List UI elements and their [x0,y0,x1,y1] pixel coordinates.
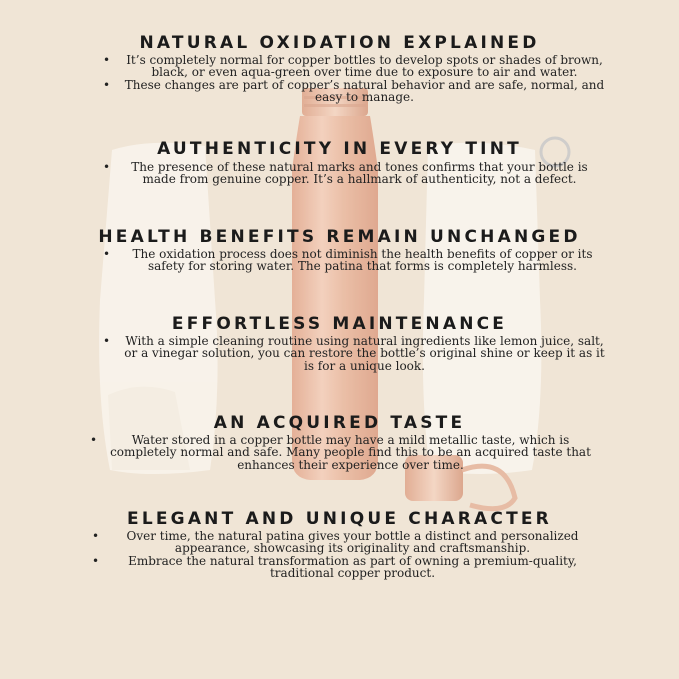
list-item [0,54,679,79]
bullet-icon: • [92,553,100,568]
list-item [0,555,679,580]
section-maintenance [0,315,679,372]
bullet-list [0,434,679,471]
section-authenticity [0,140,679,186]
bullet-icon: • [90,433,98,447]
bullet-text: The oxidation process does not diminish the health benefits of copper or its safety for storing water. The patina that forms is completely harmless. [132,247,593,274]
bullet-list [0,161,679,186]
list-item [0,530,679,555]
bullet-icon: • [103,160,111,174]
section-health-benefits [0,228,679,273]
bullet-icon: • [103,247,111,261]
section-heading: AN ACQUIRED TASTE [213,413,466,433]
bullet-list [0,54,679,104]
bullet-text: Embrace the natural transformation as part of owning a premium-quality, traditional copper product. [128,553,577,581]
list-item [0,434,679,471]
bullet-text: Over time, the natural patina gives your bottle a distinct and personalized appearance, showcasing its originality and craftsmanship. [126,529,579,556]
list-item [0,161,679,186]
section-heading: ELEGANT AND UNIQUE CHARACTER [127,509,552,529]
bullet-text: The presence of these natural marks and tones confirms that your bottle is made from genuine copper. It’s a hallmark of authenticity, not a defect. [131,160,588,187]
bullet-icon: • [103,334,111,348]
list-item [0,79,679,104]
section-natural-oxidation [0,34,679,104]
bullet-text: Water stored in a copper bottle may have a mild metallic taste, which is completely normal and safe. Many people find this to be an acquired taste that enhances their experience over time. [110,433,591,472]
section-heading: EFFORTLESS MAINTENANCE [171,314,508,334]
bullet-text: These changes are part of copper’s natural behavior and are safe, normal, and easy to manage. [124,77,605,105]
section-elegant-character [0,510,679,580]
bullet-icon: • [92,529,100,543]
list-item [0,335,679,372]
section-heading: AUTHENTICITY IN EVERY TINT [157,139,522,159]
bullet-list [0,248,679,273]
section-heading: NATURAL OXIDATION EXPLAINED [139,33,540,53]
section-acquired-taste [0,414,679,471]
bullet-icon: • [103,77,111,92]
section-heading: HEALTH BENEFITS REMAIN UNCHANGED [98,227,581,247]
bullet-list [0,530,679,580]
bullet-text: It’s completely normal for copper bottles to develop spots or shades of brown, black, or even aqua-green over time due to exposure to air and water. [126,53,603,80]
bullet-text: With a simple cleaning routine using natural ingredients like lemon juice, salt, or a vinegar solution, you can restore the bottle’s original shine or keep it as it is for a unique look. [124,334,605,373]
bullet-list [0,335,679,372]
list-item [0,248,679,273]
bullet-icon: • [103,53,111,67]
